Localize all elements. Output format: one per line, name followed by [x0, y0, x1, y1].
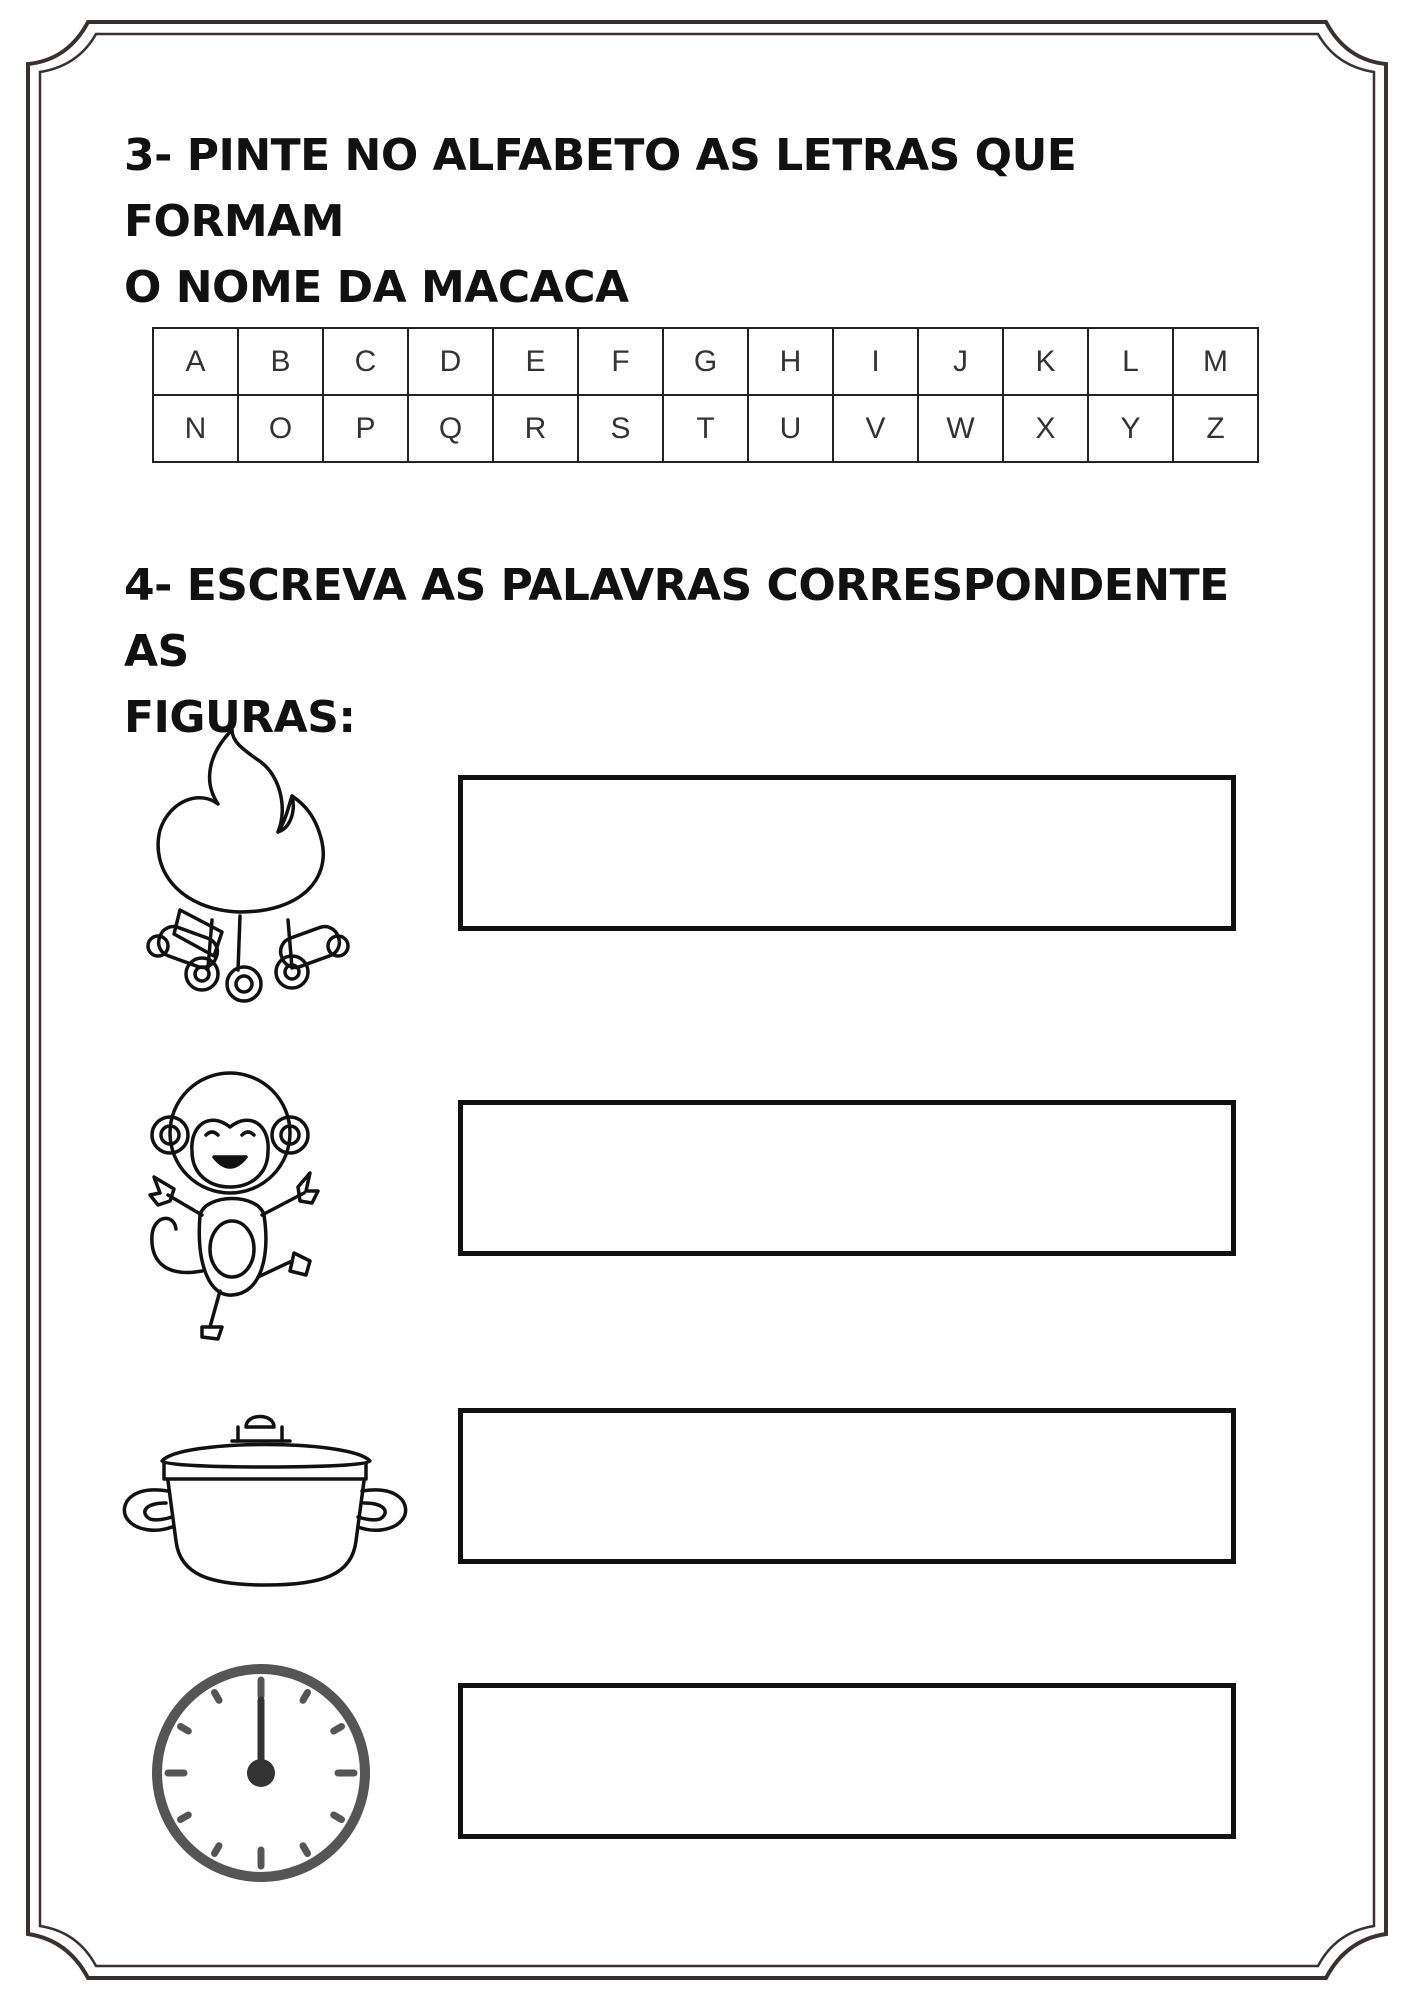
letter-cell[interactable]: P: [323, 395, 408, 462]
letter-cell[interactable]: U: [748, 395, 833, 462]
letter-cell[interactable]: C: [323, 328, 408, 395]
letter-cell[interactable]: E: [493, 328, 578, 395]
letter-cell[interactable]: M: [1173, 328, 1258, 395]
letter-cell[interactable]: F: [578, 328, 663, 395]
campfire-icon: [140, 720, 360, 1010]
answer-box-2[interactable]: [458, 1100, 1236, 1256]
section-3-heading-line2: O NOME DA MACACA: [124, 262, 629, 313]
letter-cell[interactable]: Q: [408, 395, 493, 462]
letter-cell[interactable]: J: [918, 328, 1003, 395]
clock-icon: [148, 1660, 374, 1886]
letter-cell[interactable]: I: [833, 328, 918, 395]
section-4-heading-line2: FIGURAS:: [124, 692, 356, 743]
monkey-icon: [140, 1065, 360, 1345]
letter-cell[interactable]: R: [493, 395, 578, 462]
section-4-heading-line1: 4- ESCREVA AS PALAVRAS CORRESPONDENTE AS: [124, 560, 1229, 677]
alphabet-grid: [152, 327, 1259, 463]
letter-cell[interactable]: A: [153, 328, 238, 395]
section-3-heading: [124, 123, 1304, 321]
answer-box-3[interactable]: [458, 1408, 1236, 1564]
letter-cell[interactable]: H: [748, 328, 833, 395]
letter-cell[interactable]: K: [1003, 328, 1088, 395]
letter-cell[interactable]: X: [1003, 395, 1088, 462]
alphabet-row-1: [153, 328, 1258, 395]
letter-cell[interactable]: W: [918, 395, 1003, 462]
letter-cell[interactable]: G: [663, 328, 748, 395]
letter-cell[interactable]: O: [238, 395, 323, 462]
letter-cell[interactable]: Y: [1088, 395, 1173, 462]
alphabet-row-2: [153, 395, 1258, 462]
letter-cell[interactable]: D: [408, 328, 493, 395]
answer-box-1[interactable]: [458, 775, 1236, 931]
letter-cell[interactable]: N: [153, 395, 238, 462]
answer-box-4[interactable]: [458, 1683, 1236, 1839]
letter-cell[interactable]: T: [663, 395, 748, 462]
letter-cell[interactable]: L: [1088, 328, 1173, 395]
letter-cell[interactable]: Z: [1173, 395, 1258, 462]
cooking-pot-icon: [120, 1405, 410, 1595]
section-3-heading-line1: 3- PINTE NO ALFABETO AS LETRAS QUE FORMAM: [124, 130, 1077, 247]
letter-cell[interactable]: S: [578, 395, 663, 462]
letter-cell[interactable]: V: [833, 395, 918, 462]
letter-cell[interactable]: B: [238, 328, 323, 395]
